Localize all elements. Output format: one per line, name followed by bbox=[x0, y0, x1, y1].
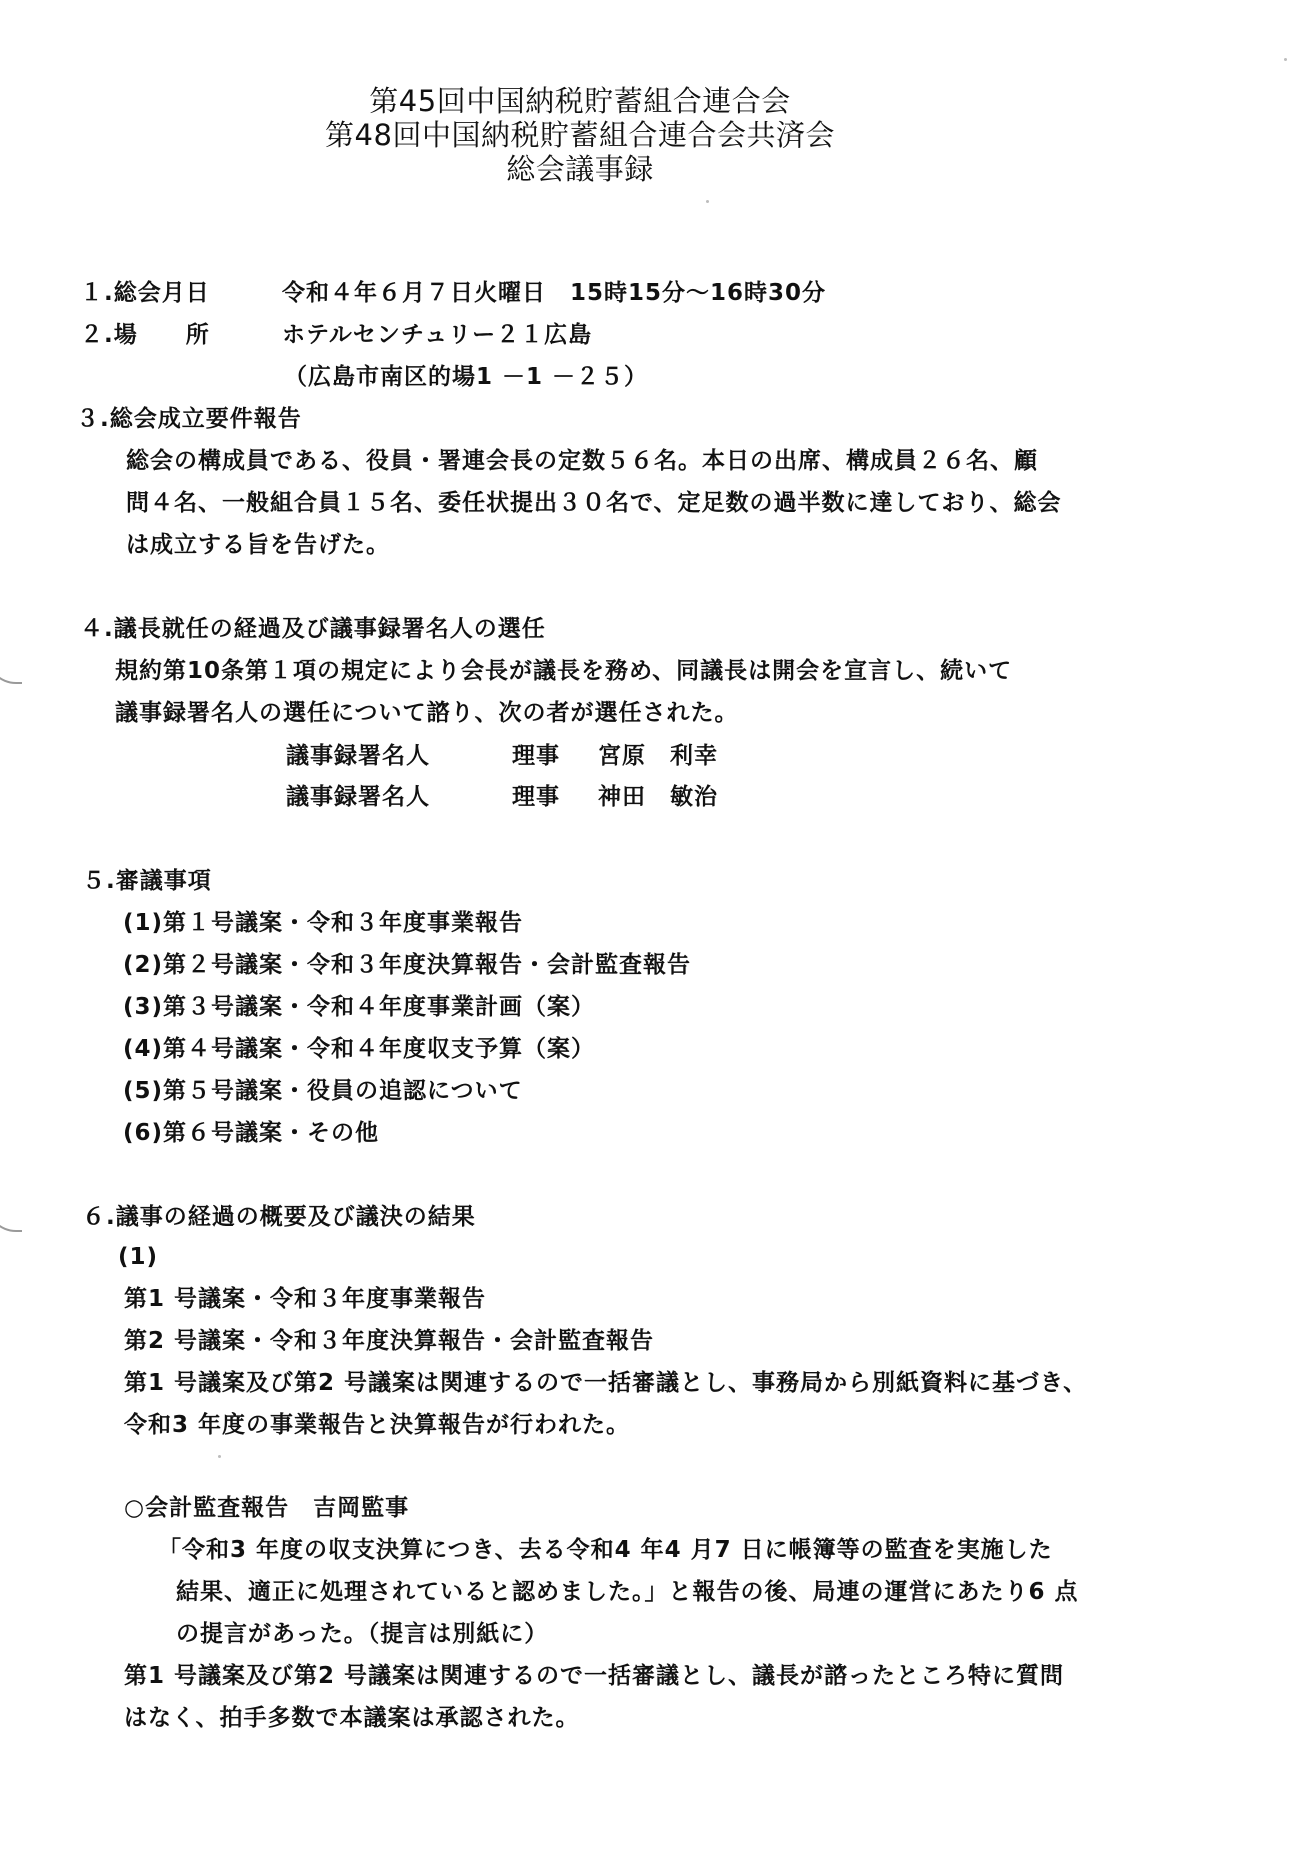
closing-line: 第1 号議案及び第2 号議案は関連するので一括審議とし、議長が諮ったところ特に質問 bbox=[124, 1663, 1065, 1689]
agenda-item: (2)第２号議案・令和３年度決算報告・会計監査報告 bbox=[123, 952, 692, 978]
item6-line: 令和3 年度の事業報告と決算報告が行われた。 bbox=[124, 1412, 631, 1438]
document-title bbox=[320, 84, 840, 186]
agenda-item: (5)第５号議案・役員の追認について bbox=[123, 1078, 523, 1104]
item6-heading: ６.議事の経過の概要及び議決の結果 bbox=[82, 1204, 476, 1230]
scan-speck bbox=[706, 200, 709, 203]
item5-heading: ５.審議事項 bbox=[82, 868, 212, 894]
item6-line: 第1 号議案・令和３年度事業報告 bbox=[124, 1286, 487, 1312]
audit-line: 結果、適正に処理されていると認めました。」と報告の後、局連の運営にあたり6 点 bbox=[176, 1579, 1079, 1605]
item6-line: 第2 号議案・令和３年度決算報告・会計監査報告 bbox=[124, 1328, 655, 1354]
item4-heading: ４.議長就任の経過及び議事録署名人の選任 bbox=[80, 616, 546, 642]
item1-row bbox=[80, 278, 210, 308]
item4-line: 議事録署名人の選任について諮り、次の者が選任された。 bbox=[115, 700, 739, 726]
punch-hole-mark bbox=[0, 1196, 22, 1232]
item2-row bbox=[80, 320, 210, 350]
punch-hole-mark bbox=[0, 648, 22, 684]
agenda-item: (3)第３号議案・令和４年度事業計画（案） bbox=[123, 994, 596, 1020]
agenda-item: (4)第４号議案・令和４年度収支予算（案） bbox=[123, 1036, 596, 1062]
item1-value: 令和４年６月７日火曜日 15時15分～16時30分 bbox=[282, 280, 827, 306]
item2-value: ホテルセンチュリー２１広島 bbox=[282, 322, 593, 348]
item6-sub: (1) bbox=[118, 1244, 159, 1270]
scan-speck bbox=[1284, 58, 1287, 61]
item3-line: 問４名、一般組合員１５名、委任状提出３０名で、定足数の過半数に達しており、総会 bbox=[126, 490, 1062, 516]
signer-name: 神田 敏治 bbox=[598, 784, 718, 810]
signer-role: 議事録署名人 bbox=[286, 784, 430, 810]
item4-line: 規約第10条第１項の規定により会長が議長を務め、同議長は開会を宣言し、続いて bbox=[115, 658, 1013, 684]
item3-heading: ３.総会成立要件報告 bbox=[76, 406, 302, 432]
item3-line: は成立する旨を告げた。 bbox=[126, 532, 390, 558]
item1-number: １. bbox=[80, 280, 114, 306]
audit-line: の提言があった。（提言は別紙に） bbox=[176, 1621, 549, 1647]
item3-line: 総会の構成員である、役員・署連会長の定数５６名。本日の出席、構成員２６名、顧 bbox=[126, 448, 1038, 474]
audit-line: 「令和3 年度の収支決算につき、去る令和4 年4 月7 日に帳簿等の監査を実施した bbox=[158, 1537, 1053, 1563]
closing-line: はなく、拍手多数で本議案は承認された。 bbox=[124, 1705, 580, 1731]
item2-number: ２. bbox=[80, 322, 114, 348]
item6-line: 第1 号議案及び第2 号議案は関連するので一括審議とし、事務局から別紙資料に基づき、 bbox=[124, 1370, 1088, 1396]
item2-address: （広島市南区的場1 －1 －２５） bbox=[284, 364, 649, 390]
signer-role: 議事録署名人 bbox=[286, 743, 430, 769]
title-line-3: 総会議事録 bbox=[506, 152, 654, 186]
signer-name: 宮原 利幸 bbox=[598, 743, 718, 769]
title-line-1: 第45回中国納税貯蓄組合連合会 bbox=[369, 84, 791, 118]
audit-heading: ○会計監査報告 吉岡監事 bbox=[124, 1495, 410, 1521]
item2-label: 場 所 bbox=[113, 322, 210, 348]
item1-label: 総会月日 bbox=[113, 280, 210, 306]
agenda-item: (6)第６号議案・その他 bbox=[123, 1120, 380, 1146]
scan-speck bbox=[218, 1455, 221, 1458]
title-line-2: 第48回中国納税貯蓄組合連合会共済会 bbox=[325, 118, 835, 152]
signer-title: 理事 bbox=[512, 784, 560, 810]
signer-title: 理事 bbox=[512, 743, 560, 769]
agenda-item: (1)第１号議案・令和３年度事業報告 bbox=[123, 910, 524, 936]
